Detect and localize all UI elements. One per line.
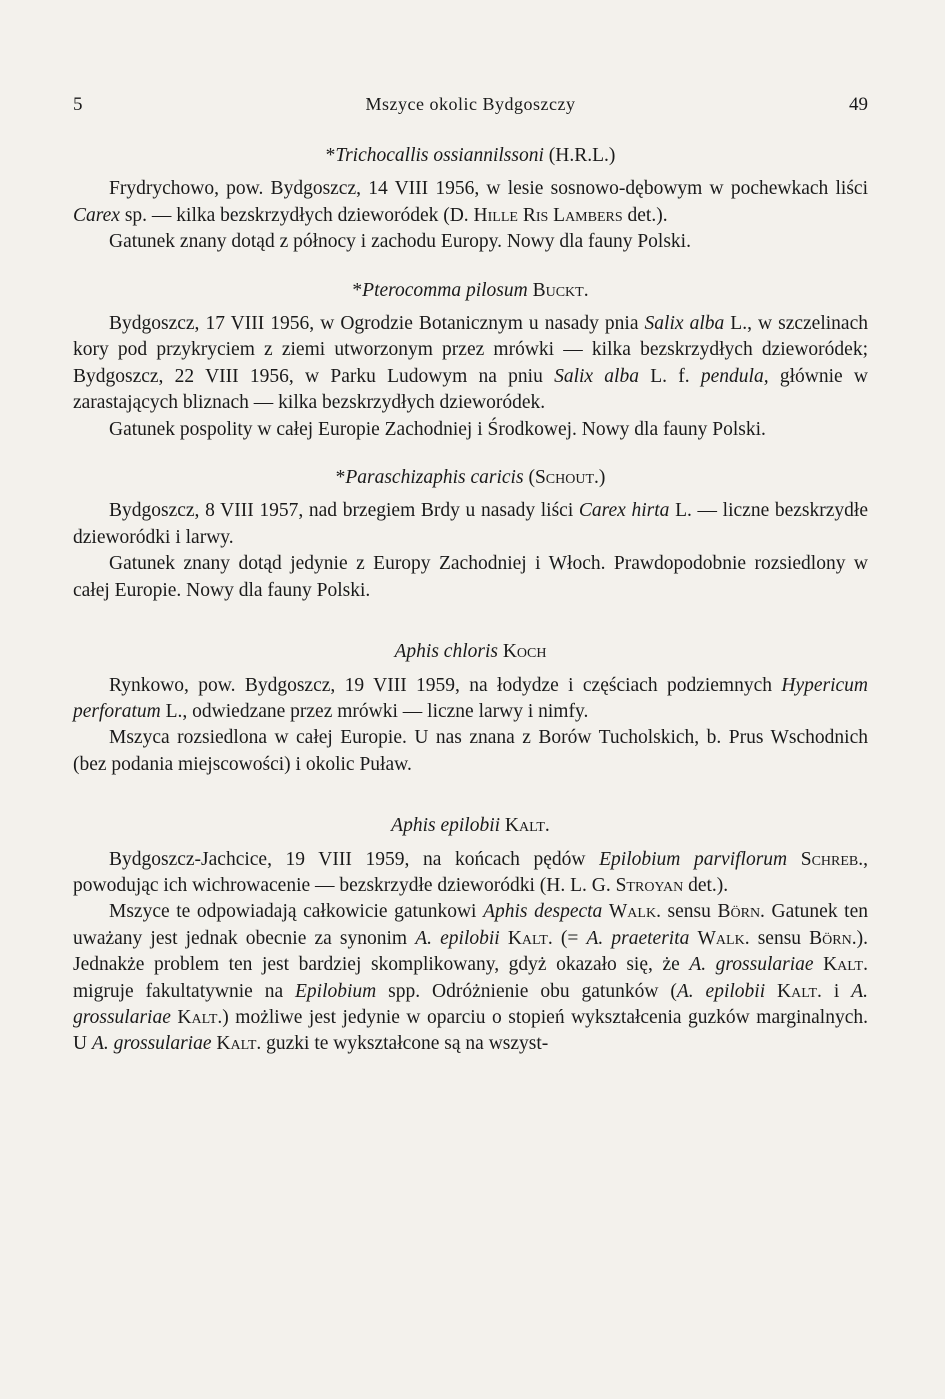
species-name: Paraschizaphis caricis <box>345 467 524 489</box>
paragraph: Bydgoszcz, 17 VIII 1956, w Ogrodzie Botanicznym u nasady pnia Salix alba L., w szczelinach kory pod przykryciem z ziemi utworzonym przez mrówki — kilka bezskrzydłych dzieworódek; Bydgoszcz, 22 VIII 1956, w Parku Ludowym na pniu Salix alba L. f. pendula, głównie w zarastających bliznach — kilka bezskrzydłych dzieworódek. <box>73 313 868 414</box>
page-body <box>73 143 868 1058</box>
species-author: Schout. <box>534 467 599 489</box>
new-record-star: * <box>325 145 336 166</box>
page-number-left: 5 <box>73 94 83 115</box>
species-name: Aphis chloris <box>394 641 498 663</box>
species-heading: *Paraschizaphis caricis (Schout.) <box>335 467 606 489</box>
new-record-star: * <box>335 467 346 489</box>
species-heading <box>73 639 868 665</box>
species-author: Buckt. <box>532 279 589 301</box>
species-author: Koch <box>502 641 547 663</box>
page-number-right: 49 <box>849 94 868 115</box>
species-name: Aphis epilobii <box>391 815 501 837</box>
species-name: Trichocallis ossiannilssoni <box>335 145 544 166</box>
paragraph: Mszyca rozsiedlona w całej Europie. U nas znana z Borów Tucholskich, b. Prus Wschodnich (bez podania miejscowości) i okolic Puław. <box>73 727 868 775</box>
species-heading <box>73 143 868 169</box>
running-title: Mszyce okolic Bydgoszczy <box>365 94 576 114</box>
paragraph: Frydrychowo, pow. Bydgoszcz, 14 VIII 1956, w lesie sosnowo-dębowym w pochewkach liści Carex sp. — kilka bezskrzydłych dzieworódek (D. Hille Ris Lambers det.). <box>73 178 868 226</box>
species-name: Pterocomma pilosum <box>362 279 528 301</box>
paragraph: Mszyce te odpowiadają całkowicie gatunkowi Aphis despecta Walk. sensu Börn. Gatunek ten uważany jest jednak obecnie za synonim A. epilobii Kalt. (= A. praeterita Walk. sensu Börn.). Jednakże problem ten jest bardziej skomplikowany, gdyż okazało się, że A. grossulariae Kalt. migruje fakultatywnie na Epilobium spp. Odróżnienie obu gatunków (A. epilobii Kalt. i A. grossulariae Kalt.) możliwe jest jedynie w oparciu o stopień wykształcenia guzków marginalnych. U A. grossulariae Kalt. guzki te wykształcone są na wszyst- <box>73 901 869 1055</box>
paragraph: Gatunek pospolity w całej Europie Zachodniej i Środkowej. Nowy dla fauny Polski. <box>109 418 766 440</box>
paragraph: Bydgoszcz-Jachcice, 19 VIII 1959, na końcach pędów Epilobium parviflorum Schreb., powodując ich wichrowacenie — bezskrzydłe dzieworódki (H. L. G. Stroyan det.). <box>73 848 869 896</box>
page-header <box>73 94 868 124</box>
species-heading <box>73 813 868 839</box>
paragraph: Gatunek znany dotąd z północy i zachodu Europy. Nowy dla fauny Polski. <box>109 231 691 253</box>
species-author: Kalt. <box>504 815 550 837</box>
paragraph: Bydgoszcz, 8 VIII 1957, nad brzegiem Brdy u nasady liści Carex hirta L. — liczne bezskrzydłe dzieworódki i larwy. <box>73 500 868 548</box>
paragraph: Rynkowo, pow. Bydgoszcz, 19 VIII 1959, na łodydze i częściach podziemnych Hypericum perforatum L., odwiedzane przez mrówki — liczne larwy i nimfy. <box>73 674 868 722</box>
new-record-star: * <box>352 279 363 301</box>
species-heading <box>73 278 868 304</box>
paragraph: Gatunek znany dotąd jedynie z Europy Zachodniej i Włoch. Prawdopodobnie rozsiedlony w całej Europie. Nowy dla fauny Polski. <box>73 553 868 601</box>
species-author: (H.R.L.) <box>543 145 616 166</box>
